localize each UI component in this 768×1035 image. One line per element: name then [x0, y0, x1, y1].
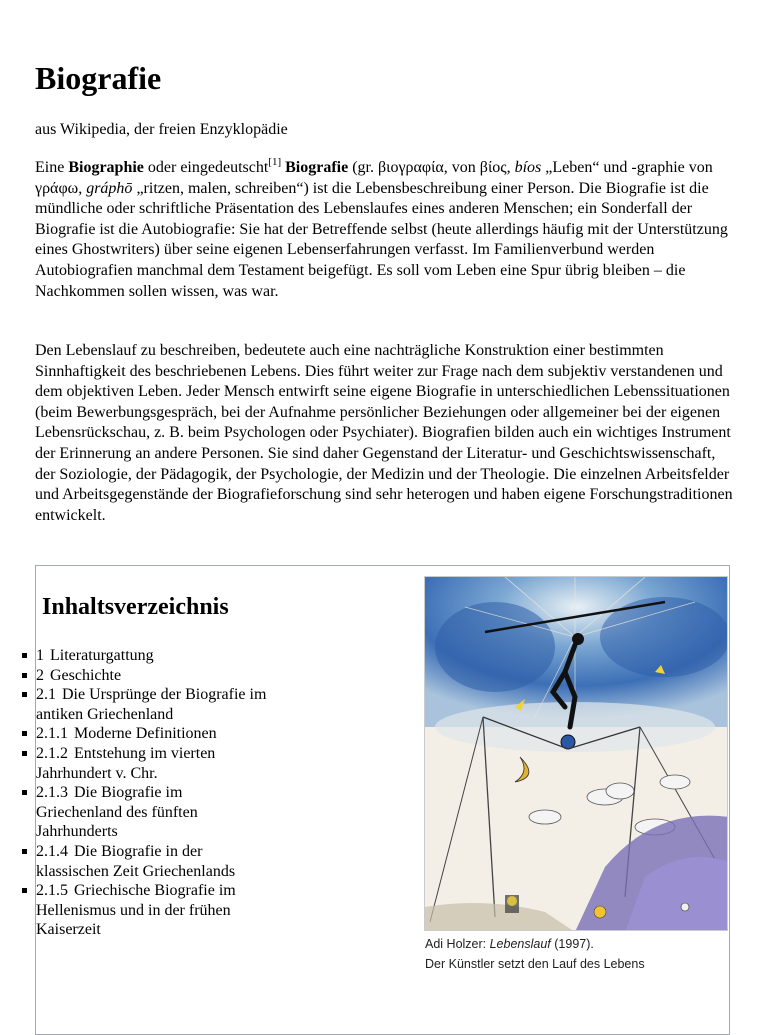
toc-item-number: 2.1.2 — [36, 744, 68, 762]
intro-text-1: Eine — [35, 159, 69, 176]
toc-item-number: 2.1.3 — [36, 784, 68, 802]
toc-item-label: Moderne Definitionen — [74, 725, 217, 743]
toc-item-2-1-3[interactable] — [36, 783, 251, 842]
toc-item-label: Die Biografie im Griechenland des fünften Jahrhunderts — [36, 784, 198, 841]
intro-paragraph — [35, 158, 735, 302]
caption-artwork-title[interactable]: Lebenslauf — [489, 937, 551, 951]
toc-item-number: 2.1.4 — [36, 842, 68, 860]
toc-item-label: Literaturgattung — [50, 647, 154, 664]
toc-item-number: 1 — [36, 647, 44, 664]
painting-artwork — [425, 577, 728, 931]
site-subtitle: aus Wikipedia, der freien Enzyklopädie — [35, 121, 288, 138]
toc-item-number: 2.1.1 — [36, 725, 68, 743]
toc-item-number: 2 — [36, 666, 44, 684]
intro-text-2: oder eingedeutscht — [143, 159, 269, 176]
toc-item-number: 2.1.5 — [36, 882, 68, 900]
toc-heading: Inhaltsverzeichnis — [42, 594, 229, 620]
toc-item-1[interactable] — [36, 646, 406, 666]
term-biographie: Biographie — [68, 159, 144, 176]
toc-item-2[interactable] — [36, 666, 406, 686]
intro-text-5: „Leben“ und -graphie von γράφω, — [35, 159, 713, 197]
toc-item-number: 2.1 — [36, 686, 56, 704]
caption-description: Der Künstler setzt den Lauf des Lebens — [425, 957, 645, 971]
caption-author: Adi Holzer: — [425, 937, 490, 951]
intro-text-4: (gr. βιογραφία, von βίος, — [348, 159, 515, 176]
toc-item-2-1[interactable] — [36, 685, 296, 724]
figure-lebenslauf — [419, 576, 727, 1026]
figure-caption — [425, 934, 725, 974]
reference-link[interactable]: [1] — [268, 156, 282, 168]
painting-image[interactable] — [424, 576, 728, 931]
term-biografie: Biografie — [285, 159, 349, 176]
toc-item-label: Die Biografie in der klassischen Zeit Griechenlands — [36, 842, 236, 880]
toc-item-2-1-1[interactable] — [36, 724, 251, 744]
toc-item-label: Griechische Biografie im Hellenismus und in der frühen Kaiserzeit — [36, 882, 236, 939]
page-title: Biografie — [35, 60, 162, 96]
toc-item-label: Die Ursprünge der Biografie im antiken Griechenland — [36, 686, 267, 723]
toc-item-label: Entstehung im vierten Jahrhundert v. Chr. — [36, 744, 216, 782]
toc-list — [36, 646, 406, 940]
second-paragraph: Den Lebenslauf zu beschreiben, bedeutete auch eine nachträgliche Konstruktion einer bestimmten Sinnhaftigkeit des beschriebenen Lebens. Dies führt weiter zur Frage nach dem subjektiv verstandenen und dem objektiven Leben. Jeder Mensch entwirft seine eigene Biografie in unterschiedlichen Lebenssituationen (beim Bewerbungsgespräch, bei der Aufnahme persönlicher Beziehungen oder allgemeiner bei der eigenen Lebensrückschau, z. B. beim Psychologen oder Psychiater). Biografien bilden auch ein wichtiges Instrument der Erinnerung an andere Personen. Sie sind daher Gegenstand der Literatur- und Geschichtswissenschaft, der Soziologie, der Pädagogik, der Psychologie, der Medizin und der Theologie. Die einzelnen Arbeitsfelder und Arbeitsgegenstände der Biografieforschung sind sehr heterogen und haben eigene Forschungstraditionen entwickelt. — [35, 342, 733, 524]
toc-item-2-1-5[interactable] — [36, 881, 251, 940]
caption-year: (1997). — [550, 937, 594, 951]
table-of-contents — [35, 565, 730, 1035]
term-grapho: gráphō — [86, 179, 133, 197]
intro-text-6: „ritzen, malen, schreiben“) ist die Lebensbeschreibung einer Person. Die Biografie ist die mündliche oder schriftliche Präsentation des Lebenslaufes eines anderen Menschen; ein Sonderfall der Biografie ist die Autobiografie: Sie hat der Betreffende selbst (heute allerdings häufig mit der Unterstützung eines Ghostwriters) über seine eigenen Lebenserfahrungen verfasst. Im Familienverbund werden Autobiografien manchmal dem Testament beigefügt. Es soll vom Leben eine Spur übrig bleiben – die Nachkommen sollen wissen, was war. — [35, 179, 728, 300]
term-bios: bíos — [514, 159, 542, 176]
toc-item-label: Geschichte — [50, 666, 122, 684]
toc-item-2-1-4[interactable] — [36, 842, 251, 881]
toc-item-2-1-2[interactable] — [36, 744, 251, 783]
